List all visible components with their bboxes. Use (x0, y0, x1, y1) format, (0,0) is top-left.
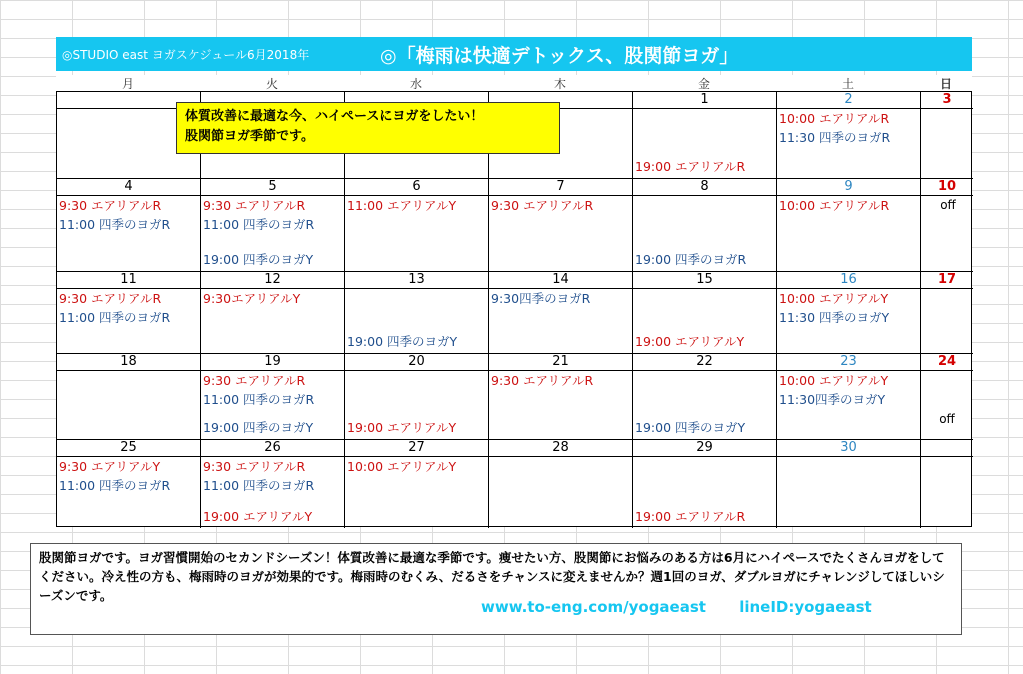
day-number: 19 (201, 354, 345, 371)
day-number: 26 (201, 440, 345, 457)
day-number: 6 (345, 179, 489, 196)
calendar-grid (56, 91, 972, 527)
day-cell (633, 109, 777, 179)
class-entry: 9:30 エアリアルR (59, 291, 162, 306)
day-cell (57, 457, 201, 528)
class-entry: 19:00 四季のヨガY (347, 334, 458, 349)
day-number: 24 (921, 354, 973, 371)
class-entry: 11:00 四季のヨガR (59, 310, 171, 325)
class-entry: 19:00 エアリアルY (347, 420, 457, 435)
class-entry: 11:00 四季のヨガR (203, 478, 315, 493)
off-label: off (940, 198, 956, 212)
day-cell (633, 196, 777, 272)
day-number: 12 (201, 272, 345, 289)
note-line-2: 股関節ヨガ季節です。 (185, 129, 314, 144)
class-entry: 11:00 四季のヨガR (203, 392, 315, 407)
day-cell (921, 371, 973, 440)
day-number: 22 (633, 354, 777, 371)
footer-description: 股関節ヨガです。ヨガ習慣開始のセカンドシーズン！体質改善に最適な季節です。痩せたい方、股関節にお悩みのある方は6月にハイペースでたくさんヨガをしてください。冷え性の方も、梅雨時のヨガが効果的です。梅雨時のむくみ、だるさをチャンスに変えませんか？週1回のヨガ、ダブルヨガにチャレンジしてほしいシーズンです。 (39, 550, 945, 603)
day-number: 1 (633, 92, 777, 109)
website-link[interactable]: www.to-eng.com/yogaeast (481, 598, 706, 616)
class-entry: 9:30 エアリアルR (491, 373, 594, 388)
class-entry: 10:00 エアリアルY (779, 373, 889, 388)
day-cell (201, 457, 345, 528)
class-entry: 9:30 エアリアルR (491, 198, 594, 213)
class-entry: 10:00 エアリアルY (347, 459, 457, 474)
weekday-mon: 月 (121, 77, 134, 91)
day-cell (345, 371, 489, 440)
class-entry: 19:00 四季のヨガY (203, 252, 314, 267)
day-cell (345, 289, 489, 354)
day-cell (921, 289, 973, 354)
day-number: 17 (921, 272, 973, 289)
day-cell (777, 109, 921, 179)
day-number: 8 (633, 179, 777, 196)
weekday-sat: 土 (841, 77, 854, 91)
class-entry: 9:30四季のヨガR (491, 291, 591, 306)
day-number: 13 (345, 272, 489, 289)
day-cell (489, 371, 633, 440)
day-cell (489, 457, 633, 528)
day-number: 16 (777, 272, 921, 289)
day-cell (201, 289, 345, 354)
day-number: 14 (489, 272, 633, 289)
class-entry: 11:00 四季のヨガR (203, 217, 315, 232)
class-entry: 9:30 エアリアルR (203, 373, 306, 388)
weekday-thu: 木 (553, 77, 566, 91)
day-cell (777, 196, 921, 272)
footer-box (30, 543, 962, 635)
class-entry: 9:30 エアリアルY (59, 459, 161, 474)
day-number: 7 (489, 179, 633, 196)
day-number: 15 (633, 272, 777, 289)
day-number: 3 (921, 92, 973, 109)
day-number: 28 (489, 440, 633, 457)
day-cell (777, 289, 921, 354)
class-entry: 19:00 エアリアルR (635, 509, 746, 524)
day-cell (201, 196, 345, 272)
class-entry: 9:30エアリアルY (203, 291, 301, 306)
class-entry: 9:30 エアリアルR (59, 198, 162, 213)
day-number: 10 (921, 179, 973, 196)
highlight-note (176, 102, 560, 154)
day-cell (921, 196, 973, 272)
day-cell (633, 289, 777, 354)
class-entry: 11:00 四季のヨガR (59, 478, 171, 493)
day-cell (777, 457, 921, 528)
day-cell (57, 289, 201, 354)
class-entry: 9:30 エアリアルR (203, 198, 306, 213)
day-cell (633, 457, 777, 528)
weekday-wed: 水 (409, 77, 422, 91)
class-entry: 11:00 四季のヨガR (59, 217, 171, 232)
day-number (921, 440, 973, 457)
footer-links (481, 598, 872, 616)
day-cell (345, 457, 489, 528)
day-number: 5 (201, 179, 345, 196)
day-number: 9 (777, 179, 921, 196)
class-entry: 11:00 エアリアルY (347, 198, 457, 213)
class-entry: 9:30 エアリアルR (203, 459, 306, 474)
off-label: off (939, 412, 955, 426)
day-cell (489, 196, 633, 272)
class-entry: 19:00 四季のヨガY (203, 420, 314, 435)
class-entry: 11:30四季のヨガY (779, 392, 886, 407)
weekday-tue: 火 (265, 77, 278, 91)
banner-theme-title: ◎「梅雨は快適デトックス、股関節ヨガ」 (380, 44, 739, 67)
day-number: 23 (777, 354, 921, 371)
day-number: 29 (633, 440, 777, 457)
class-entry: 19:00 エアリアルY (635, 334, 745, 349)
weekday-header (56, 75, 972, 91)
note-line-1: 体質改善に最適な今、ハイペースにヨガをしたい！ (185, 109, 484, 124)
class-entry: 10:00 エアリアルY (779, 291, 889, 306)
day-number: 25 (57, 440, 201, 457)
class-entry: 10:00 エアリアルR (779, 198, 890, 213)
day-number: 2 (777, 92, 921, 109)
day-cell (633, 371, 777, 440)
weekday-fri: 金 (697, 77, 710, 91)
day-cell (345, 196, 489, 272)
day-cell (57, 371, 201, 440)
class-entry: 19:00 四季のヨガR (635, 252, 747, 267)
weekday-sun: 日 (939, 77, 952, 91)
day-cell (201, 371, 345, 440)
day-cell (489, 289, 633, 354)
class-entry: 11:30 四季のヨガY (779, 310, 890, 325)
day-cell (921, 457, 973, 528)
day-number: 18 (57, 354, 201, 371)
day-cell (921, 109, 973, 179)
day-number: 21 (489, 354, 633, 371)
day-number: 27 (345, 440, 489, 457)
day-number: 11 (57, 272, 201, 289)
day-cell (57, 196, 201, 272)
day-number: 4 (57, 179, 201, 196)
class-entry: 11:30 四季のヨガR (779, 130, 891, 145)
day-cell (777, 371, 921, 440)
line-id: lineID:yogaeast (739, 598, 872, 616)
day-number: 20 (345, 354, 489, 371)
banner-studio-title: ◎STUDIO east ヨガスケジュール6月2018年 (62, 47, 310, 62)
class-entry: 10:00 エアリアルR (779, 111, 890, 126)
schedule-banner (56, 37, 972, 71)
class-entry: 19:00 エアリアルR (635, 159, 746, 174)
day-number: 30 (777, 440, 921, 457)
class-entry: 19:00 エアリアルY (203, 509, 313, 524)
class-entry: 19:00 四季のヨガY (635, 420, 746, 435)
